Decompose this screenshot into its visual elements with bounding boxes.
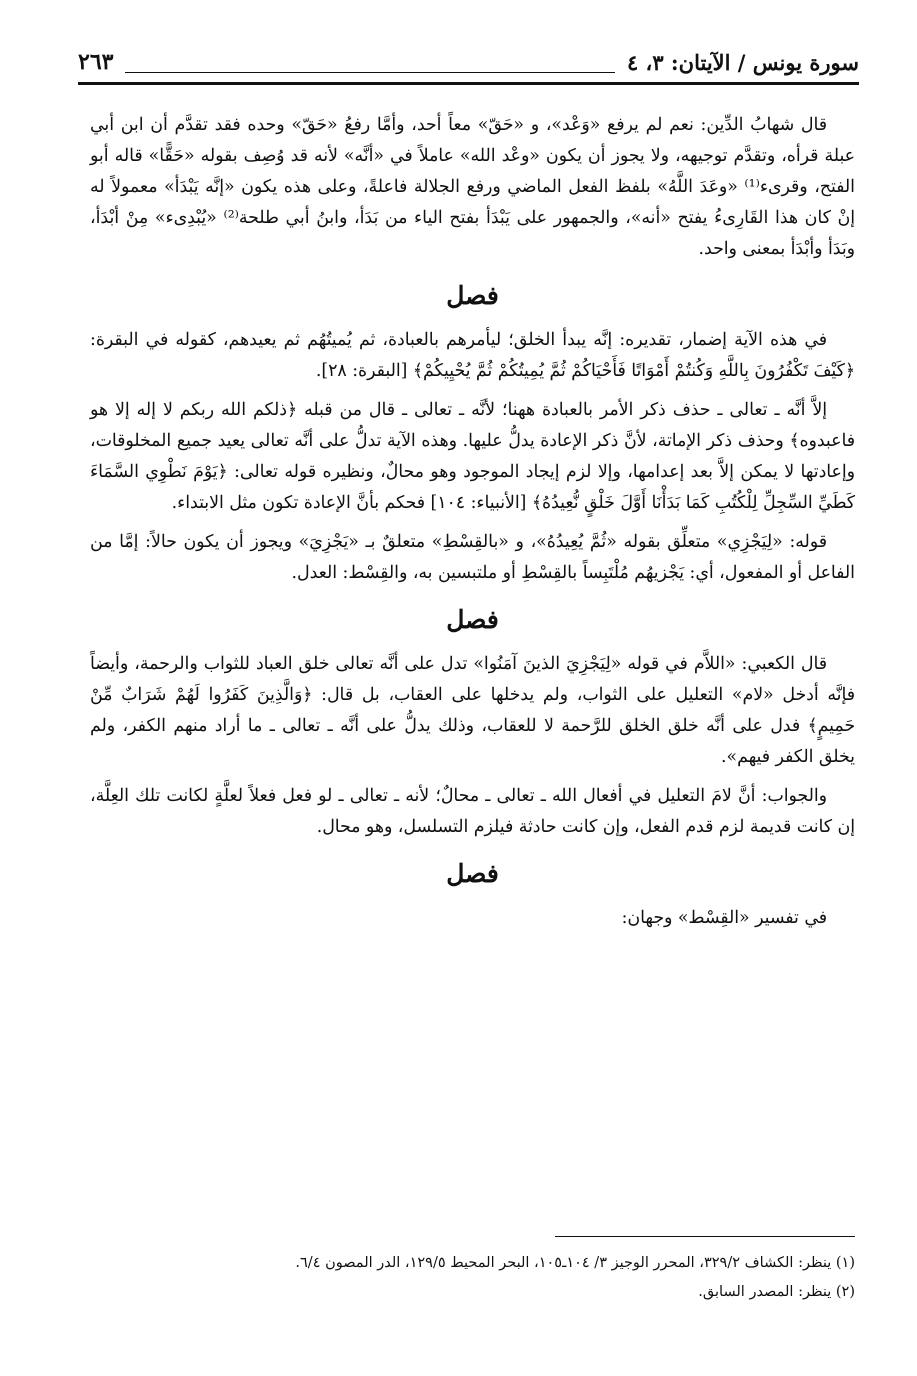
header-fill-line [125, 52, 615, 73]
footnotes [90, 1250, 855, 1308]
section-heading-1: فصل [446, 281, 499, 310]
footnote-1: (١) ينظر: الكشاف ٣٢٩/٢، المحرر الوجيز ٣/ ١٠٤ـ١٠٥، البحر المحيط ١٢٩/٥، الدر المصون ٦/٤. [295, 1255, 855, 1271]
header-rule [78, 82, 859, 85]
running-header [78, 44, 859, 80]
page-number: ٢٦٣ [78, 49, 114, 75]
main-text [90, 110, 855, 942]
paragraph-6: والجواب: أنَّ لامَ التعليل في أفعال الله ـ تعالى ـ محالٌ؛ لأنه ـ تعالى ـ لو فعل فعلاً لعلَّةٍ لكانت تلك العِلَّة، إن كانت قديمة لزم قدم الفعل، وإن كانت حادثة فيلزم التسلسل، وهو محال. [90, 786, 855, 837]
section-heading-2: فصل [446, 605, 499, 634]
paragraph-7: في تفسير «القِسْط» وجهان: [621, 908, 827, 928]
header-title: سورة يونس / الآيتان: ٣، ٤ [626, 49, 859, 75]
paragraph-4: قوله: «لِيَجْزِي» متعلِّق بقوله «ثُمَّ يُعِيدُهُ»، و «بالقِسْطِ» متعلقٌ بـ «يَجْزِيَ» ويجوز أن يكون حالاً: إمَّا من الفاعل أو المفعول، أي: يَجْزيهُم مُلْتَبِساً بالقِسْطِ أو ملتبسين به، والقِسْط: العدل. [90, 532, 855, 583]
paragraph-3: إلاَّ أنَّه ـ تعالى ـ حذف ذكر الأمر بالعبادة ههنا؛ لأنَّه ـ تعالى ـ قال من قبله ﴿ذلكم الله ربكم لا إله إلا هو فاعبدوه﴾ وحذف ذكر الإماتة، لأنَّ ذكر الإعادة يدلُّ عليها. وهذه الآية تدلُّ على أنَّه تعالى يعيد جميع المخلوقات، وإعادتها لا يمكن إلاَّ بعد إعدامها، وإلا لزم إيجاد الموجود وهو محالٌ، ونظيره قوله تعالى: ﴿يَوْمَ نَطْوِي السَّمَاءَ كَطَيِّ السِّجِلِّ لِلْكُتُبِ كَمَا بَدَأْنَا أَوَّلَ خَلْقٍ نُّعِيدُهُ﴾ [الأنبياء: ١٠٤] فحكم بأنَّ الإعادة تكون مثل الابتداء. [90, 400, 855, 513]
paragraph-2: في هذه الآية إضمار، تقديره: إنَّه يبدأ الخلق؛ ليأمرهم بالعبادة، ثم يُميتُهُم ثم يعيدهم، كقوله في البقرة: ﴿كَيْفَ تَكْفُرُونَ بِاللَّهِ وَكُنتُمْ أَمْوَاتًا فَأَحْيَاكُمْ ثُمَّ يُمِيتُكُمْ ثُمَّ يُحْيِيكُمْ﴾ [البقرة: ٢٨]. [90, 330, 855, 381]
paragraph-1: قال شهابُ الدِّين: نعم لم يرفع «وَعْد»، و «حَقّ» معاً أحد، وأمَّا رفعُ «حَقّ» وحده فقد تقدَّم أن ابن أبي عبلة قرأه، وتقدَّم توجيهه، ولا يجوز أن يكون «وعْد الله» عاملاً في «أنَّه» لأنه قد وُصِف بقوله «حَقًّا» قاله أبو الفتح، وقرىء⁽¹⁾ «وعَدَ اللَّهُ» بلفظ الفعل الماضي ورفع الجلالة فاعلةً، وعلى هذه يكون «إنَّه يَبْدَأ» معمولاً له إنْ كان هذا القَارِىءُ يفتح «أنه»، والجمهور على يَبْدَأ بفتح الياء من بَدَأ، وابنُ أبي طلحة⁽²⁾ «يُبْدِىء» مِنْ أبْدَأ، وبَدَأ وأبْدَأ بمعنى واحد. [90, 115, 855, 259]
footnote-2: (٢) ينظر: المصدر السابق. [698, 1284, 855, 1300]
paragraph-5: قال الكعبي: «اللاَّم في قوله «لِيَجْزِيَ الذينَ آمَنُوا» تدل على أنَّه تعالى خلق العباد للثواب والرحمة، وأيضاً فإنَّه أدخل «لام» التعليل على الثواب، ولم يدخلها على العقاب، بل قال: ﴿وَالَّذِينَ كَفَرُوا لَهُمْ شَرَابٌ مِّنْ حَمِيمٍ﴾ فدل على أنَّه خلق الخلق للرَّحمة لا للعقاب، وذلك يدلُّ على أنَّه ـ تعالى ـ ما أراد منهم الكفر، ولم يخلق الكفر فيهم». [90, 654, 855, 767]
section-heading-3: فصل [446, 859, 499, 888]
footnote-rule [555, 1236, 855, 1237]
